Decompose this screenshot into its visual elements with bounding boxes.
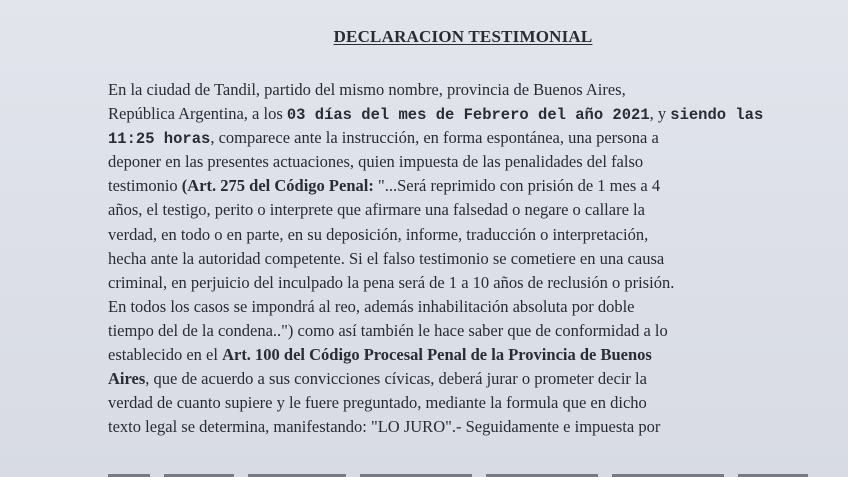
body-text-segment: texto legal se determina, manifestando: "LO JURO".- Seguidamente e impuesta por (108, 417, 661, 437)
emphasized-text-segment: 03 días del mes de Febrero del año 2021 (286, 106, 650, 125)
cut-off-line (108, 465, 808, 477)
body-text-segment: criminal, en perjuicio del inculpado la pena será de 1 a 10 años de reclusión o prisión. (108, 272, 675, 292)
body-text-segment: hecha ante la autoridad competente. Si el falso testimonio se cometiere en una causa (108, 248, 665, 268)
emphasized-text-segment: 11:25 horas (108, 130, 211, 149)
body-line (108, 150, 828, 174)
body-line (108, 391, 828, 415)
body-line (108, 78, 828, 102)
document-title: DECLARACION TESTIMONIAL (333, 27, 593, 46)
body-line (108, 319, 828, 343)
body-line (108, 174, 828, 198)
body-line (108, 223, 828, 247)
document-body (0, 78, 848, 439)
body-line (108, 271, 828, 295)
emphasized-text-segment: siendo las (670, 106, 764, 125)
body-line (108, 198, 828, 222)
body-text-segment: , que de acuerdo a sus convicciones cívicas, deberá jurar o prometer decir la (145, 369, 647, 389)
body-text-segment: República Argentina, a los (108, 104, 287, 124)
body-text-segment: , comparece ante la instrucción, en forma espontánea, una persona a (210, 128, 659, 148)
emphasized-text-segment: Aires (108, 369, 146, 389)
body-text-segment: verdad de cuanto supiere y le fuere preguntado, mediante la formula que en dicho (108, 393, 647, 413)
body-text-segment: testimonio (108, 176, 182, 196)
body-text-segment: años, el testigo, perito o interprete que afirmare una falsedad o negare o callare la (108, 200, 645, 220)
body-line (108, 102, 828, 126)
body-line (108, 126, 828, 150)
body-text-segment: En la ciudad de Tandil, partido del mismo nombre, provincia de Buenos Aires, (108, 80, 626, 99)
body-line (108, 415, 828, 439)
body-text-segment: "...Será reprimido con prisión de 1 mes a 4 (373, 176, 661, 196)
body-text-segment: tiempo del de la condena..") como así también le hace saber que de conformidad a lo (108, 320, 668, 340)
emphasized-text-segment: Art. 100 del Código Procesal Penal de la Provincia de Buenos (222, 345, 652, 365)
body-line (108, 295, 828, 319)
body-line (108, 247, 828, 271)
body-text-segment: En todos los casos se impondrá al reo, además inhabilitación absoluta por doble (108, 296, 635, 316)
emphasized-text-segment: (Art. 275 del Código Penal: (181, 176, 374, 196)
body-text-segment: establecido en el (108, 345, 223, 365)
body-text-segment: verdad, en todo o en parte, en su deposición, informe, traducción o interpretación, (108, 224, 649, 244)
body-line (108, 367, 828, 391)
body-text-segment: , y (649, 104, 671, 124)
body-text-segment: deponer en las presentes actuaciones, quien impuesta de las penalidades del falso (108, 152, 644, 172)
body-line (108, 343, 828, 367)
